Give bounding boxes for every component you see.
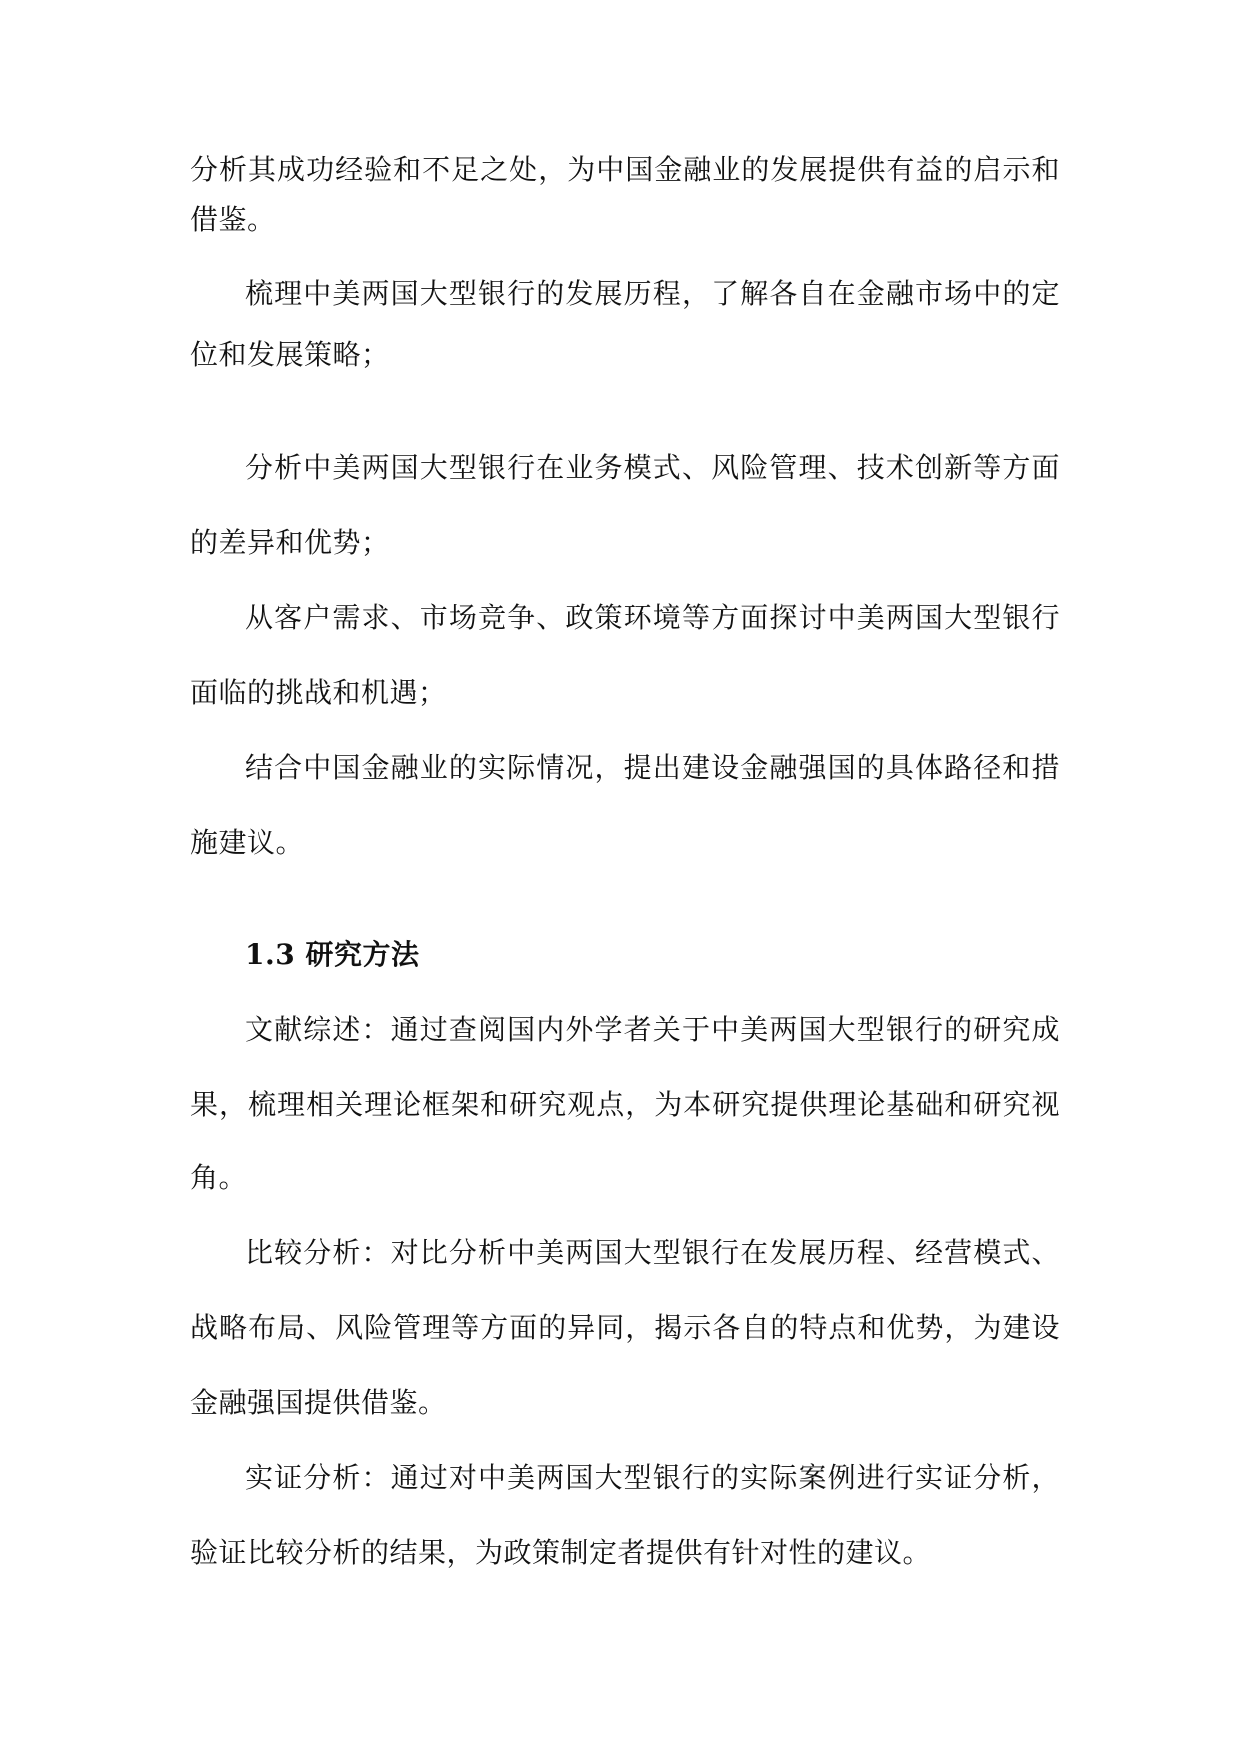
paragraph-7-line-3: 金融强国提供借鉴。 <box>190 1386 447 1419</box>
paragraph-8-line-2: 验证比较分析的结果，为政策制定者提供有针对性的建议。 <box>190 1536 932 1569</box>
section-heading: 1.3 研究方法 <box>245 938 420 971</box>
paragraph-2-line-2: 位和发展策略； <box>190 338 390 371</box>
paragraph-2-line-1: 梳理中美两国大型银行的发展历程，了解各自在金融市场中的定 <box>245 277 1060 310</box>
paragraph-5-line-2: 施建议。 <box>190 826 305 859</box>
paragraph-7-line-1: 比较分析：对比分析中美两国大型银行在发展历程、经营模式、 <box>245 1236 1060 1269</box>
paragraph-3-line-1: 分析中美两国大型银行在业务模式、风险管理、技术创新等方面 <box>245 451 1060 484</box>
paragraph-1-line-1: 分析其成功经验和不足之处，为中国金融业的发展提供有益的启示和 <box>190 153 1060 186</box>
paragraph-4-line-2: 面临的挑战和机遇； <box>190 676 447 709</box>
paragraph-6-line-1: 文献综述：通过查阅国内外学者关于中美两国大型银行的研究成 <box>245 1013 1060 1046</box>
paragraph-5-line-1: 结合中国金融业的实际情况，提出建设金融强国的具体路径和措 <box>245 751 1060 784</box>
paragraph-6-line-3: 角。 <box>190 1161 248 1194</box>
paragraph-6-line-2: 果，梳理相关理论框架和研究观点，为本研究提供理论基础和研究视 <box>190 1088 1060 1121</box>
paragraph-1-line-2: 借鉴。 <box>190 203 276 236</box>
paragraph-8-line-1: 实证分析：通过对中美两国大型银行的实际案例进行实证分析， <box>245 1461 1060 1494</box>
paragraph-7-line-2: 战略布局、风险管理等方面的异同，揭示各自的特点和优势，为建设 <box>190 1311 1060 1344</box>
paragraph-3-line-2: 的差异和优势； <box>190 526 390 559</box>
paragraph-4-line-1: 从客户需求、市场竞争、政策环境等方面探讨中美两国大型银行 <box>245 601 1060 634</box>
